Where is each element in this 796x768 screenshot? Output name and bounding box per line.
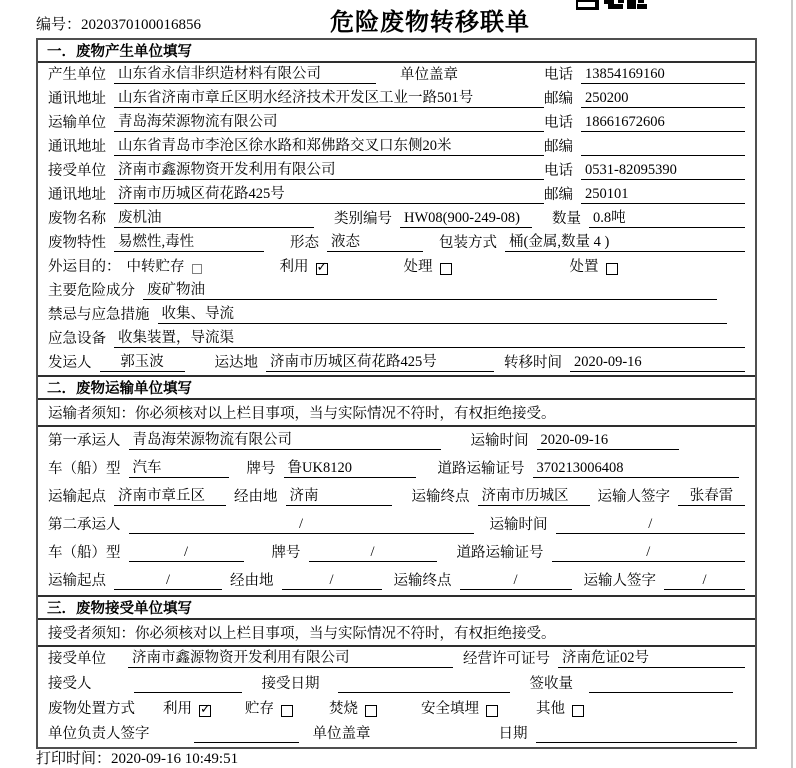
sign-qty-value [589, 676, 733, 693]
receiver-value: 济南市鑫源物资开发利用有限公司 [114, 162, 544, 180]
disposal-other-label: 其他 [536, 701, 565, 717]
carrier2-time-value: / [556, 516, 746, 534]
section-transporter [38, 375, 755, 595]
dest-label: 运达地 [214, 355, 258, 371]
row-producer-address-left [48, 90, 544, 108]
accept-date-label: 接受日期 [261, 676, 320, 692]
disposal-store-label: 贮存 [245, 701, 274, 717]
row-producer-right [544, 66, 745, 84]
route1-start-value: 济南市章丘区 [114, 488, 226, 506]
row-dispatch [38, 351, 755, 375]
manifest-form [36, 38, 757, 749]
receiver-zip-value: 250101 [581, 186, 745, 204]
dispatch-person: 郭玉波 [100, 354, 185, 372]
route2-sign-label: 运输人签字 [583, 573, 656, 589]
waste-packing-value: 桶(金属,数量 4 ) [505, 234, 745, 252]
carrier1-value: 青岛海荣源物流有限公司 [129, 432, 441, 450]
waste-traits-value: 易燃性,毒性 [114, 234, 264, 252]
row-accept-unit [38, 647, 755, 672]
print-time-label: 打印时间： [36, 751, 112, 767]
transfer-time-label: 转移时间 [504, 355, 562, 371]
transporter-address-value: 山东省青岛市李沧区徐水路和郑佛路交叉口东侧20米 [114, 138, 544, 156]
vehicle2-value: / [129, 544, 244, 562]
route2-via-label: 经由地 [230, 573, 274, 589]
purpose-dispose-label: 处置 [569, 259, 599, 275]
row-equipment [38, 327, 755, 351]
purpose-treat-label: 处理 [403, 259, 433, 275]
page-edge [791, 0, 793, 768]
print-time-line [36, 747, 238, 768]
receiver-phone-value: 0531-82095390 [581, 162, 745, 180]
transporter-phone-label: 电话 [544, 115, 573, 131]
route2-sign-value: / [664, 572, 745, 590]
print-time-value: 2020-09-16 10:49:51 [111, 751, 239, 767]
checkbox-disposal-other [572, 705, 584, 717]
waste-form-label: 形态 [290, 235, 319, 251]
transporter-label: 运输单位 [48, 115, 106, 131]
route2-end-label: 运输终点 [393, 573, 452, 589]
waste-qty-value: 0.8吨 [589, 210, 745, 228]
disposal-label: 废物处置方式 [48, 701, 135, 717]
route2-end-value: / [460, 572, 572, 590]
waste-traits-label: 废物特性 [48, 235, 106, 251]
row-producer-address [38, 87, 755, 111]
plate1-label: 牌号 [246, 461, 276, 477]
disposal-use-label: 利用 [163, 701, 192, 717]
row-carrier1 [38, 427, 755, 455]
waste-name-label: 废物名称 [48, 211, 106, 227]
checkbox-disposal-landfill [486, 705, 498, 717]
checkbox-disposal-store [281, 705, 293, 717]
waste-name-value: 废机油 [114, 210, 314, 228]
route1-sign-value: 张春雷 [678, 488, 745, 506]
row-receiver-address [38, 183, 755, 207]
accept-unit-label: 接受单位 [48, 651, 106, 667]
checkbox-treat [440, 263, 452, 275]
waste-packing-label: 包装方式 [439, 235, 497, 251]
section-producer [38, 40, 755, 375]
route1-sign-label: 运输人签字 [597, 489, 670, 505]
row-producer-left [48, 66, 544, 84]
stamp-label: 单位盖章 [400, 67, 458, 83]
route2-via-value: / [282, 572, 382, 590]
receiver-label: 接受单位 [48, 163, 106, 179]
license2-label: 道路运输证号 [456, 545, 544, 561]
hazard-value: 废矿物油 [143, 282, 717, 300]
row-producer [38, 63, 755, 87]
receiver-notice: 接受者须知：你必须核对以上栏目事项，当与实际情况不符时，有权拒绝接受。 [38, 620, 755, 647]
carrier2-value: / [129, 516, 474, 534]
transporter-value: 青岛海荣源物流有限公司 [114, 114, 544, 132]
row-receiver-address-right [544, 186, 745, 204]
section1-title: 一．废物产生单位填写 [38, 40, 755, 63]
transporter-phone-value: 18661672606 [581, 114, 745, 132]
producer-phone-value: 13854169160 [581, 66, 745, 84]
producer-label: 产生单位 [48, 67, 106, 83]
row-carrier2 [38, 511, 755, 539]
row-transporter [38, 111, 755, 135]
section-receiver [38, 595, 755, 747]
checkbox-use-checked [316, 263, 328, 275]
row-receiver-right [544, 162, 745, 180]
receiver-address-label: 通讯地址 [48, 187, 106, 203]
row-receiver-address-left [48, 186, 544, 204]
waste-qty-label: 数量 [552, 211, 581, 227]
purpose-use-label: 利用 [279, 259, 309, 275]
route1-via-value: 济南 [286, 488, 392, 506]
producer-value: 山东省永信非织造材料有限公司 [114, 66, 376, 84]
route1-end-label: 运输终点 [411, 489, 470, 505]
vehicle2-label: 车（船）型 [48, 545, 121, 561]
equipment-label: 应急设备 [48, 331, 106, 347]
row-transporter-address [38, 135, 755, 159]
plate2-label: 牌号 [271, 545, 301, 561]
license1-value: 370213006408 [533, 460, 740, 478]
responsible-sign-value [194, 726, 299, 743]
carrier2-label: 第二承运人 [48, 517, 121, 533]
route1-end-value: 济南市历城区 [478, 488, 590, 506]
permit-label: 经营许可证号 [463, 651, 550, 667]
serial-number-line [36, 13, 201, 34]
accept-unit-value: 济南市鑫源物资开发利用有限公司 [128, 650, 453, 668]
transfer-time-value: 2020-09-16 [570, 354, 745, 372]
row-signature [38, 722, 755, 747]
route1-start-label: 运输起点 [48, 489, 106, 505]
row-waste-traits [38, 231, 755, 255]
accept-date-value [338, 676, 510, 693]
disposal-landfill-label: 安全填埋 [421, 701, 479, 717]
checkbox-disposal-use-checked [199, 705, 211, 717]
waste-category-label: 类别编号 [334, 211, 392, 227]
waste-category-value: HW08(900-249-08) [400, 210, 532, 228]
checkbox-disposal-burn [365, 705, 377, 717]
producer-zip-value: 250200 [581, 90, 745, 108]
transporter-notice: 运输者须知：你必须核对以上栏目事项，当与实际情况不符时，有权拒绝接受。 [38, 400, 755, 427]
row-receiver [38, 159, 755, 183]
route2-start-label: 运输起点 [48, 573, 106, 589]
transporter-address-label: 通讯地址 [48, 139, 106, 155]
purpose-label: 外运目的： [48, 259, 121, 275]
date-value [536, 726, 738, 743]
vehicle1-label: 车（船）型 [48, 461, 121, 477]
receiver-zip-label: 邮编 [544, 187, 573, 203]
row-transporter-address-right [544, 139, 745, 156]
row-purpose [38, 255, 755, 279]
row-route1 [38, 483, 755, 511]
plate1-value: 鲁UK8120 [284, 460, 416, 478]
transporter-zip-label: 邮编 [544, 139, 573, 155]
plate2-value: / [309, 544, 437, 562]
equipment-value: 收集装置，导流渠 [114, 330, 745, 348]
checkbox-transfer-storage [192, 264, 202, 274]
taboo-label: 禁忌与应急措施 [48, 307, 150, 323]
unit-stamp-label: 单位盖章 [312, 726, 371, 742]
receiver-phone-label: 电话 [544, 163, 573, 179]
carrier1-time-label: 运输时间 [470, 433, 529, 449]
serial-value: 2020370100016856 [81, 17, 202, 33]
transporter-zip-value [581, 139, 745, 156]
row-receiver-left [48, 162, 544, 180]
hazard-label: 主要危险成分 [48, 283, 135, 299]
producer-address-label: 通讯地址 [48, 91, 106, 107]
row-vehicle1 [38, 455, 755, 483]
route2-start-value: / [114, 572, 222, 590]
taboo-value: 收集、导流 [158, 306, 728, 324]
purpose-transfer-label: 中转贮存 [126, 259, 185, 275]
responsible-sign-label: 单位负责人签字 [48, 726, 150, 742]
section2-title: 二．废物运输单位填写 [38, 377, 755, 400]
row-waste-name [38, 207, 755, 231]
row-hazard [38, 279, 755, 303]
license2-value: / [552, 544, 746, 562]
section3-title: 三．废物接受单位填写 [38, 597, 755, 620]
dispatch-label: 发运人 [48, 355, 92, 371]
carrier1-label: 第一承运人 [48, 433, 121, 449]
date-label: 日期 [498, 726, 528, 742]
receiver-address-value: 济南市历城区荷花路425号 [114, 186, 544, 204]
accept-person-label: 接受人 [48, 676, 92, 692]
accept-person-value [134, 676, 242, 693]
sign-qty-label: 签收量 [529, 676, 573, 692]
row-vehicle2 [38, 539, 755, 567]
route1-via-label: 经由地 [234, 489, 278, 505]
vehicle1-value: 汽车 [129, 460, 229, 478]
producer-phone-label: 电话 [544, 67, 573, 83]
page-title: 危险废物转移联单 [330, 10, 530, 36]
qr-code-fragment [576, 0, 652, 10]
row-acceptance [38, 672, 755, 697]
row-route2 [38, 567, 755, 595]
row-disposal [38, 697, 755, 722]
row-producer-address-right [544, 90, 745, 108]
producer-address-value: 山东省济南市章丘区明水经济技术开发区工业一路501号 [114, 90, 544, 108]
carrier1-time-value: 2020-09-16 [537, 432, 679, 450]
checkbox-dispose [606, 263, 618, 275]
row-transporter-right [544, 114, 745, 132]
producer-zip-label: 邮编 [544, 91, 573, 107]
disposal-burn-label: 焚烧 [329, 701, 358, 717]
carrier2-time-label: 运输时间 [489, 517, 548, 533]
row-transporter-left [48, 114, 544, 132]
license1-label: 道路运输证号 [437, 461, 525, 477]
row-taboo [38, 303, 755, 327]
permit-value: 济南危证02号 [558, 650, 745, 668]
dest-value: 济南市历城区荷花路425号 [266, 354, 494, 372]
serial-label: 编号： [36, 17, 82, 33]
row-transporter-address-left [48, 138, 544, 156]
waste-form-value: 液态 [327, 234, 423, 252]
